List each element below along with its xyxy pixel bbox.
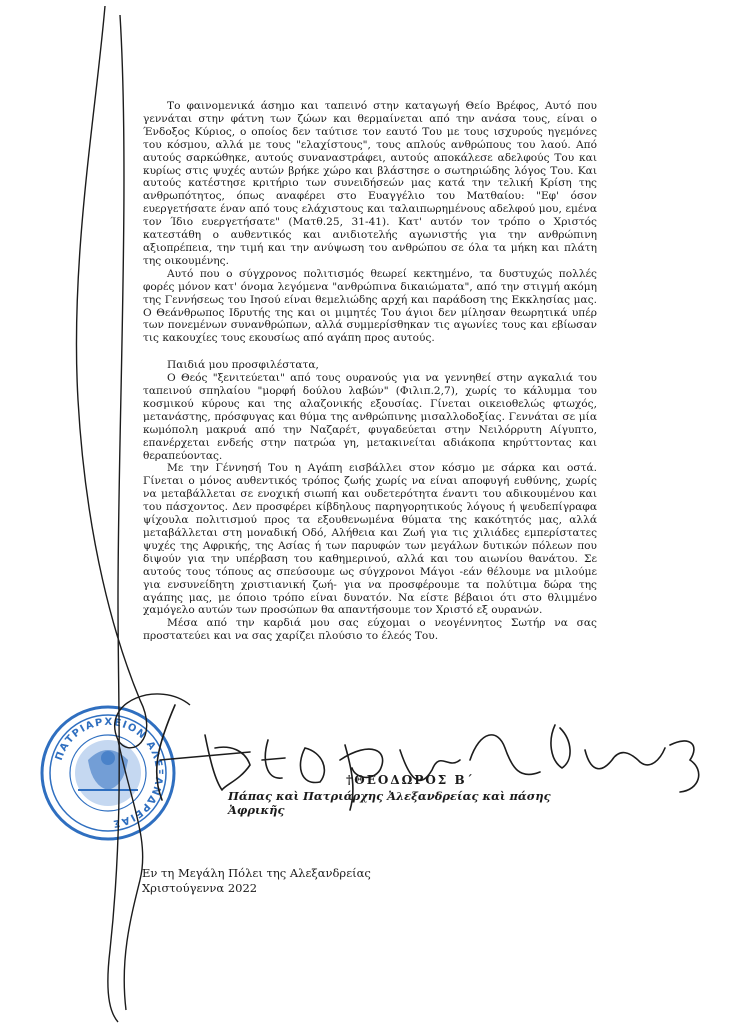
closing-blessing: Μέσα από την καρδιά μου σας εύχομαι ο νεογέννητος Σωτήρ να σας προστατεύει και να σας χαρίζει πλούσιο το έλεός Του. — [143, 617, 597, 643]
paragraph-4: Με την Γέννησή Του η Αγάπη εισβάλλει στον κόσμο με σάρκα και οστά. Γίνεται ο μόνος αυθεντικός τρόπος ζωής χωρίς να είναι αποφυγή ευθύνης, χωρίς να μεταβάλλεται σε ενοχική σιωπή και ουδετερότητα έναντι του αδικουμένου και του πάσχοντος. Δεν προσφέρει κίβδηλους παρηγορητικούς λόγους ή ψευδεπίγραφα ψίχουλα πολιτισμού προς τα εξουθενωμένα θύματα της κακότητός μας, αλλά μεταβάλλεται στη μοναδική Οδό, Αλήθεια και Ζωή για τις χιλιάδες εμπερίστατες ψυχές της Αφρικής, της Ασίας ή των παρυφών των μεγάλων δυτικών πόλεων που διψούν για την υπέρβαση του καθημερινού, αλλά και του αιωνίου θανάτου. Σε αυτούς τους τόπους ας σπεύσουμε ως σύγχρονοι Μάγοι -εάν θέλουμε να μιλούμε για ενσυνείδητη χριστιανική ζωή- για να προσφέρουμε τα πολύτιμα δώρα της αγάπης μας, με όποιο τρόπο είναι δυνατόν. Να είστε βέβαιοι ότι στο θλιμμένο χαμόγελο αυτών των προσώπων θα απαντήσουμε τον Χριστό εξ ουρανών. — [143, 462, 597, 617]
seal-inscription: ΠΑΤΡΙΑΡΧΕΙΟΝ ΑΛΕΞΑΝΔΡΕΙΑΣ — [53, 716, 165, 829]
place-line: Εν τη Μεγάλη Πόλει της Αλεξανδρείας — [142, 866, 371, 880]
signatory-title: Πάπας καὶ Πατριάρχης Ἀλεξανδρείας καὶ πάσης Ἀφρικῆς — [228, 789, 551, 817]
signature-block — [228, 773, 598, 817]
signatory-name: †ΘΕΟΔΩΡΟΣ Β΄ — [346, 773, 475, 787]
paragraph-2: Αυτό που ο σύγχρονος πολιτισμός θεωρεί κεκτημένο, τα δυστυχώς πολλές φορές μόνον κατ' όνομα λεγόμενα "ανθρώπινα δικαιώματα", από την στιγμή ακόμη της Γεννήσεως του Ιησού είναι θεμελιώδης αρχή και παράδοση της Εκκλησίας μας. Ο Θεάνθρωπος Ιδρυτής της και οι μιμητές Του άγιοι δεν μίλησαν θεωρητικά υπέρ των πονεμένων συνανθρώπων, αλλά συμμερίσθηκαν τις αγωνίες τους και εβίωσαν τις κακουχίες τους εκουσίως από αγάπη προς αυτούς. — [143, 267, 597, 345]
patriarchate-seal — [42, 707, 174, 839]
paragraph-1: Το φαινομενικά άσημο και ταπεινό στην καταγωγή Θείο Βρέφος, Αυτό που γεννάται στην φάτνη των ζώων και θερμαίνεται από την ανάσα τους, είναι ο Ένδοξος Κύριος, ο οποίος δεν ταύτισε τον εαυτό Του με τους ισχυρούς ηγεμόνες του κόσμου, αλλά με τους "ελαχίστους", τους απλούς ανθρώπους του λαού. Από αυτούς σαρκώθηκε, αυτούς συναναστράφει, αυτούς αποκάλεσε αδελφούς Του και κυρίως στις ψυχές αυτών βρήκε χώρο και βλάστησε ο σωτηριώδης λόγος Του. Και αυτούς κατέστησε κριτήριο των συνειδήσεών μας κατά την τελική Κρίση της ανθρωπότητος, όπως αναφέρει στο Ευαγγέλιο του Ματθαίου: "Εφ' όσον ευεργετήσατε έναν από τους ελάχιστους και ταλαιπωρημένους αδελφού μου, εμένα τον Ίδιο ευεργετήσατε" (Ματθ.25, 31-41). Κατ' αυτόν τον τρόπο ο Χριστός κατεστάθη ο αυθεντικός και ανιδιοτελής αγωνιστής για την ανθρώπινη αξιοπρέπεια, την τιμή και την ανύψωση του ανθρώπου σε όλα τα μήκη και πλάτη της οικουμένης. — [143, 100, 597, 267]
salutation: Παιδιά μου προσφιλέστατα, — [167, 359, 319, 372]
place-and-date — [142, 866, 371, 896]
paragraph-3: Ο Θεός "ξενιτεύεται" από τους ουρανούς για να γεννηθεί στην αγκαλιά του ταπεινού σπηλαίου "μορφή δούλου λαβών" (Φιλιπ.2,7), χωρίς το κάλυμμα του κοσμικού κύρους και της αλαζονικής εξουσίας. Γίνεται οικειοθελώς φτωχός, μετανάστης, πρόσφυγας και θύμα της ανθρώπινης μισαλλοδοξίας. Γεννάται σε μία κωμόπολη μακρυά από την Ναζαρέτ, φυγαδεύεται στην Νειλόρρυτη Αίγυπτο, επανέρχεται ενδεής στην πατρώα γη, μετακινείται αδιάκοπα κηρύττοντας και θεραπεύοντας. — [143, 372, 597, 462]
date-line: Χριστούγεννα 2022 — [142, 881, 258, 895]
